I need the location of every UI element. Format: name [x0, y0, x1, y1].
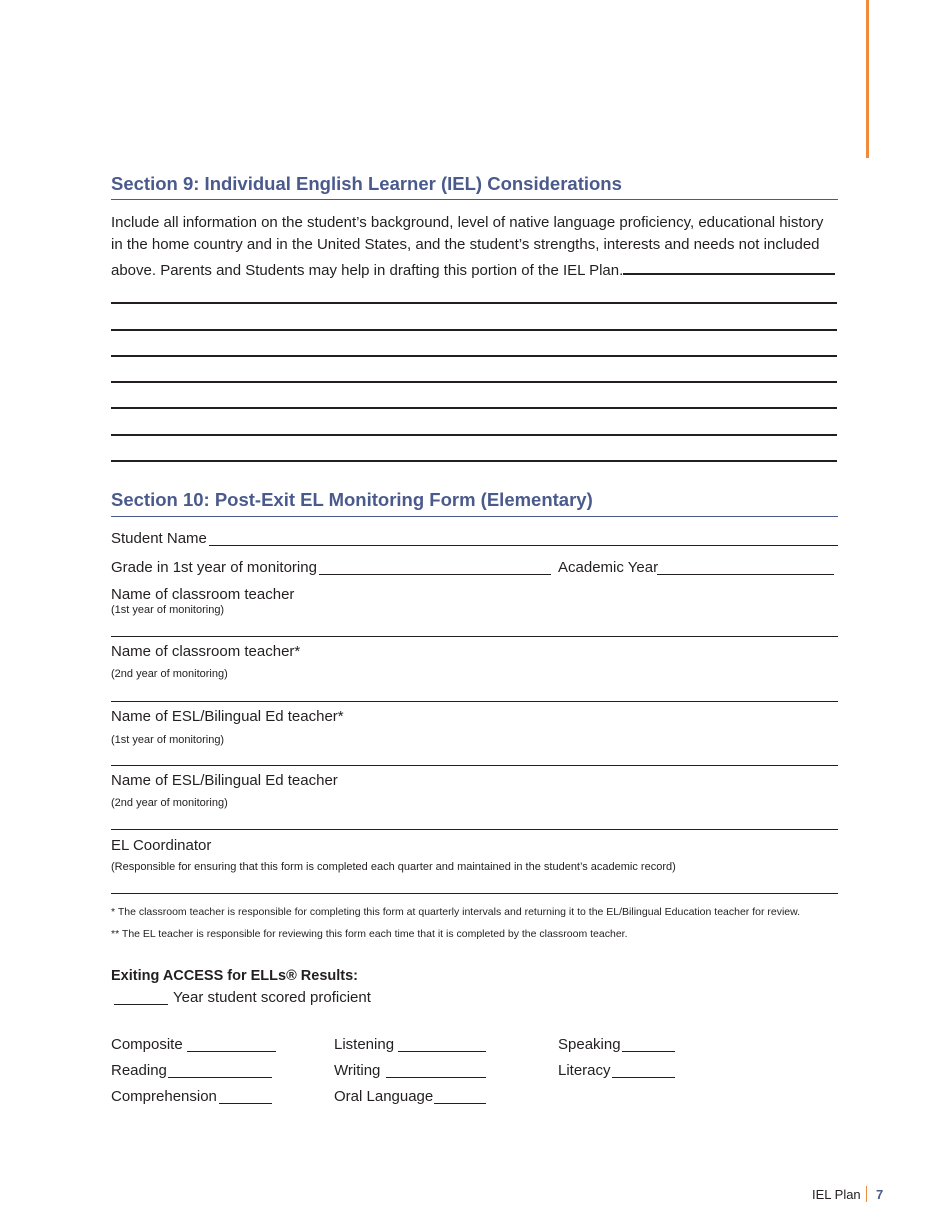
writing-line[interactable] — [111, 407, 837, 409]
classroom-teacher-1-field[interactable] — [111, 636, 838, 637]
literacy-field[interactable] — [612, 1077, 675, 1078]
academic-year-label: Academic Year — [558, 559, 659, 576]
esl-teacher-1-field[interactable] — [111, 765, 838, 766]
page-number: 7 — [876, 1187, 884, 1202]
reading-field[interactable] — [168, 1077, 272, 1078]
esl-teacher-1-sublabel: (1st year of monitoring) — [111, 734, 225, 746]
section-9-title: Section 9: Individual English Learner (IEL) Considerations — [111, 173, 622, 194]
section-9-rule — [111, 199, 838, 200]
oral-language-field[interactable] — [434, 1103, 486, 1104]
composite-field[interactable] — [187, 1051, 276, 1052]
student-name-label: Student Name — [111, 530, 207, 547]
el-coordinator-field[interactable] — [111, 893, 838, 894]
classroom-teacher-1-label: Name of classroom teacher — [111, 586, 295, 603]
footnote-classroom-teacher: * The classroom teacher is responsible for completing this form at quarterly intervals and returning it to the EL/Bilingual Education teacher for review. — [111, 906, 801, 918]
writing-line[interactable] — [111, 355, 837, 357]
writing-line[interactable] — [111, 434, 837, 436]
considerations-inline-blank[interactable] — [623, 259, 835, 275]
proficient-year-label: Year student scored proficient — [173, 989, 371, 1006]
writing-line[interactable] — [111, 460, 837, 462]
academic-year-field[interactable] — [657, 574, 834, 575]
classroom-teacher-2-label: Name of classroom teacher* — [111, 643, 301, 660]
esl-teacher-2-label: Name of ESL/Bilingual Ed teacher — [111, 772, 338, 789]
footer-separator — [866, 1186, 867, 1202]
literacy-label: Literacy — [558, 1062, 611, 1079]
el-coordinator-label: EL Coordinator — [111, 837, 212, 854]
footer-document-title: IEL Plan — [812, 1187, 861, 1202]
el-coordinator-sublabel: (Responsible for ensuring that this form is completed each quarter and maintained in the student’s academic record) — [111, 861, 676, 873]
reading-label: Reading — [111, 1062, 167, 1079]
speaking-field[interactable] — [622, 1051, 675, 1052]
writing-field[interactable] — [386, 1077, 486, 1078]
section-9-paragraph-text: above. Parents and Students may help in drafting this portion of the IEL Plan. — [111, 262, 624, 279]
writing-line[interactable] — [111, 329, 837, 331]
grade-label: Grade in 1st year of monitoring — [111, 559, 317, 576]
esl-teacher-1-label: Name of ESL/Bilingual Ed teacher* — [111, 708, 344, 725]
access-results-heading: Exiting ACCESS for ELLs® Results: — [111, 968, 359, 984]
listening-label: Listening — [334, 1036, 395, 1053]
listening-field[interactable] — [398, 1051, 486, 1052]
writing-line[interactable] — [111, 302, 837, 304]
comprehension-label: Comprehension — [111, 1088, 217, 1105]
grade-field[interactable] — [319, 574, 551, 575]
composite-label: Composite — [111, 1036, 183, 1053]
comprehension-field[interactable] — [219, 1103, 272, 1104]
section-10-rule — [111, 516, 838, 517]
footnote-el-teacher: ** The EL teacher is responsible for reviewing this form each time that it is completed by the classroom teacher. — [111, 928, 628, 940]
esl-teacher-2-sublabel: (2nd year of monitoring) — [111, 797, 228, 809]
classroom-teacher-1-sublabel: (1st year of monitoring) — [111, 604, 225, 616]
section-9-paragraph-line-3 — [111, 259, 841, 282]
speaking-label: Speaking — [558, 1036, 621, 1053]
writing-label: Writing — [334, 1062, 381, 1079]
section-9-paragraph-line-1: Include all information on the student’s background, level of native language proficiency, educational history — [111, 214, 824, 231]
classroom-teacher-2-field[interactable] — [111, 701, 838, 702]
section-10-title: Section 10: Post-Exit EL Monitoring Form (Elementary) — [111, 489, 593, 510]
section-9-paragraph-line-2: in the home country and in the United States, and the student’s strengths, interests and needs not included — [111, 236, 820, 253]
writing-line[interactable] — [111, 381, 837, 383]
proficient-year-field[interactable] — [114, 1004, 168, 1005]
esl-teacher-2-field[interactable] — [111, 829, 838, 830]
classroom-teacher-2-sublabel: (2nd year of monitoring) — [111, 668, 228, 680]
accent-bar — [866, 0, 869, 158]
student-name-field[interactable] — [209, 545, 838, 546]
oral-language-label: Oral Language — [334, 1088, 434, 1105]
